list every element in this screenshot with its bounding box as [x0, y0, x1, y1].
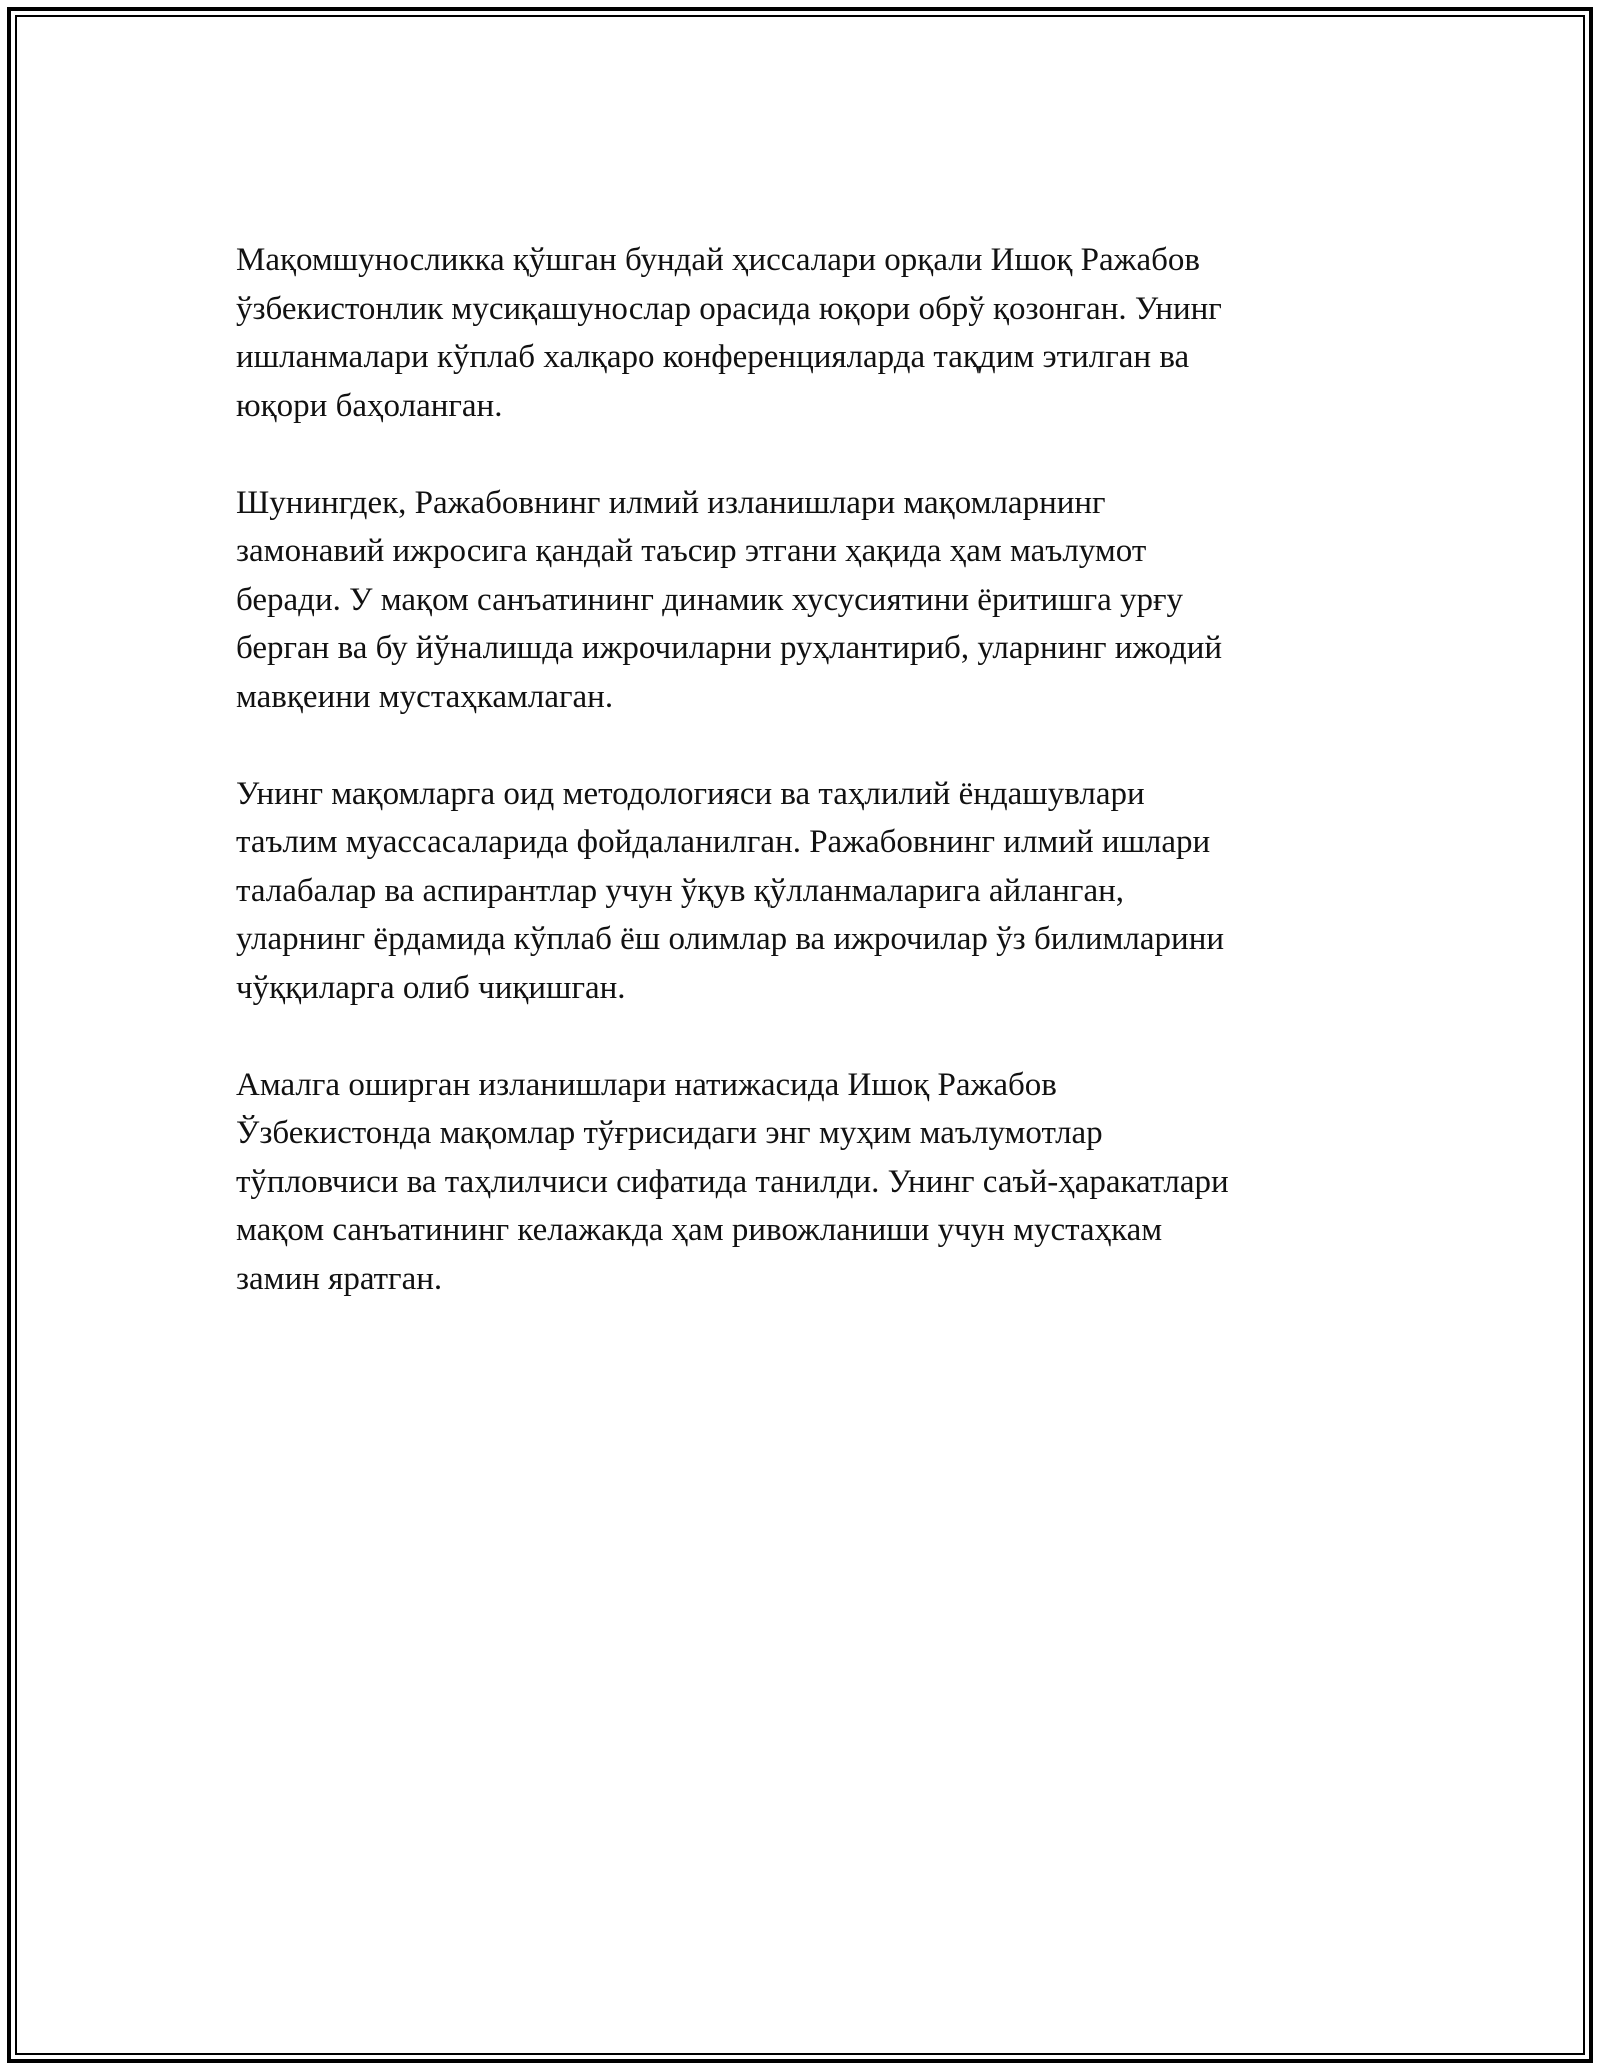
text-line: ишланмалари кўплаб халқаро конференцияларда тақдим этилган ва [236, 339, 1190, 375]
document-body [236, 236, 1386, 1352]
paragraph-3 [236, 770, 1386, 1013]
text-line: тўпловчиси ва таҳлилчиси сифатида танилди. Унинг саъй-ҳаракатлари [236, 1163, 1229, 1200]
text-line: таълим муассасаларида фойдаланилган. Ражабовнинг илмий ишлари [236, 824, 1211, 860]
text-line: беради. У мақом санъатининг динамик хусусиятини ёритишга урғу [236, 581, 1184, 618]
text-line: Амалга оширган изланишлари натижасида Ишоқ Ражабов [236, 1066, 1057, 1103]
paragraph-2 [236, 479, 1386, 722]
text-line: уларнинг ёрдамида кўплаб ёш олимлар ва ижрочилар ўз билимларини [236, 921, 1225, 957]
text-line: Шунингдек, Ражабовнинг илмий изланишлари мақомларнинг [236, 484, 1106, 521]
text-line: берган ва бу йўналишда ижрочиларни руҳлантириб, уларнинг ижодий [236, 630, 1223, 666]
text-line: замонавий ижросига қандай таъсир этгани ҳақида ҳам маълумот [236, 533, 1147, 569]
text-line: талабалар ва аспирантлар учун ўқув қўлланмаларига айланган, [236, 872, 1125, 909]
text-line: юқори баҳоланган. [236, 387, 503, 424]
text-line: мавқеини мустаҳкамлаган. [236, 678, 614, 715]
paragraph-1 [236, 236, 1386, 430]
text-line: замин яратган. [236, 1260, 443, 1297]
text-line: Ўзбекистонда мақомлар тўғрисидаги энг муҳим маълумотлар [236, 1115, 1103, 1151]
paragraph-4 [236, 1061, 1386, 1304]
text-line: Унинг мақомларга оид методологияси ва таҳлилий ёндашувлари [236, 775, 1145, 812]
text-line: мақом санъатининг келажакда ҳам ривожланиши учун мустаҳкам [236, 1212, 1163, 1248]
text-line: Мақомшуносликка қўшган бундай ҳиссалари орқали Ишоқ Ражабов [236, 242, 1200, 278]
text-line: ўзбекистонлик мусиқашунослар орасида юқори обрў қозонган. Унинг [236, 290, 1222, 327]
text-line: чўққиларга олиб чиқишган. [236, 969, 626, 1006]
